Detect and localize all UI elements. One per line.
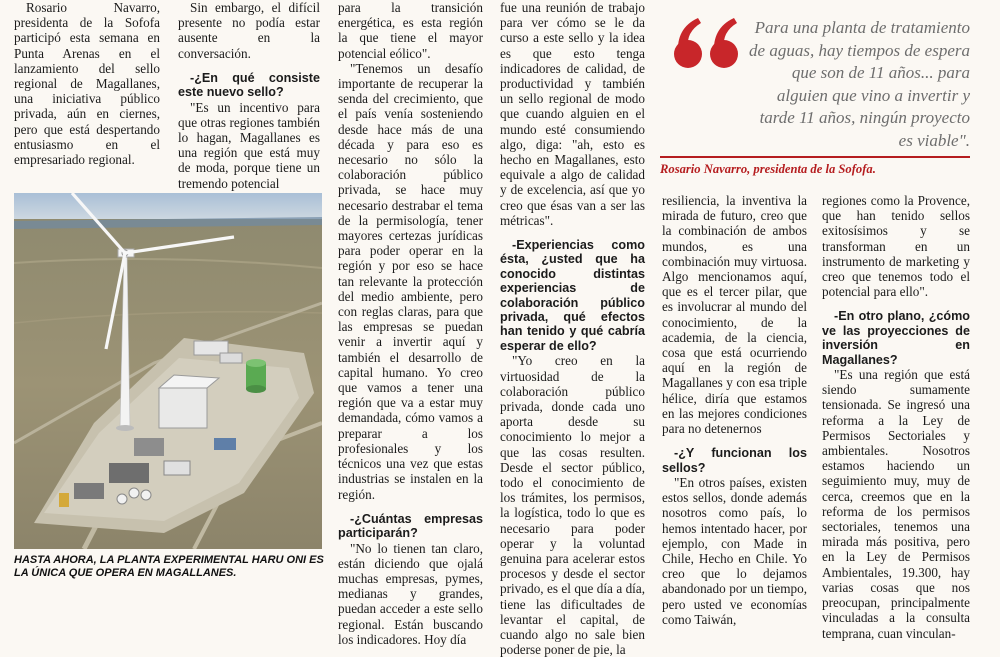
paragraph: "Yo creo en la virtuosidad de la colaboración público privada, donde cada uno aporta desde su conocimiento lo mejor a que las cosas resulten. Desde el sector público, todo el conocimiento de los trámites, los permisos, la logística, todo lo que es necesario para poder operar y la voluntad genuina para acelerar estos procesos y desde el sector privado, es el que día a día, tiene las dificultades de levantar el capital, de cuando algo no sale bien poderse poner de pie, la [500, 353, 645, 657]
column-6 [822, 193, 970, 641]
paragraph: Sin embargo, el difícil presente no podía estar ausente en la conversación. [178, 0, 320, 61]
paragraph: resiliencia, la inventiva la mirada de futuro, creo que la combinación de ambos mundos, es una combinación muy virtuosa. Algo mencionamos aquí, que es el tercer pilar, que es involucrar al mundo del conocimiento, de la academia, de la ciencia, cosa que está ocurriendo aquí en la región de Magallanes y con esa triple hélice, diría que estamos en las mejores condiciones para no detenernos [662, 193, 807, 437]
paragraph: para la transición energética, es esta región la que tiene el mayor potencial eólico". [338, 0, 483, 61]
column-5 [662, 193, 807, 627]
paragraph: regiones como la Provence, que han tenido sellos exitosísimos y se transforman en un instrumento de marketing y creo que tenemos todo el potencial para ello". [822, 193, 970, 300]
pull-quote-divider [660, 156, 970, 158]
wind-turbine-plant-photo [14, 193, 322, 549]
question: -¿Cuántas empresas participarán? [338, 511, 483, 541]
question: -¿En qué consiste este nuevo sello? [178, 70, 320, 100]
paragraph: "No lo tienen tan claro, están diciendo que ojalá muchas empresas, pymes, medianas y grandes, puedan acceder a este sello regional. Están buscando los indicadores. Hoy día [338, 540, 483, 647]
paragraph: fue una reunión de trabajo para ver cómo se le da curso a este sello y la idea es que esto tenga indicadores de calidad, de productividad y también un sello regional de modo que cuando alguien en el mundo esté consumiendo algo, diga: "ah, esto es hecho en Magallanes, esto equivale a algo de calidad y de excelencia, así que yo creo que ésas van a ser las métricas". [500, 0, 645, 228]
pull-quote: Para una planta de tratamiento de aguas, hay tiempos de espera que son de 11 años... para alguien que vino a invertir y tarde 11 años, ningún proyecto es viable". [749, 18, 970, 150]
intro-paragraph: Rosario Navarro, presidenta de la Sofofa participó esta semana en Punta Arenas en el lanzamiento del sello regional de Magallanes, una iniciativa público privada, aún en ciernes, pero que está despertando entusiasmo en el empresariado regional. [14, 0, 160, 168]
pull-quote-attribution: Rosario Navarro, presidenta de la Sofofa. [660, 162, 876, 176]
column-2 [178, 0, 320, 191]
photo-caption: HASTA AHORA, LA PLANTA EXPERIMENTAL HARU ONI ES LA ÚNICA QUE OPERA EN MAGALLANES. [14, 554, 324, 580]
question: -Experiencias como ésta, ¿usted que ha conocido distintas experiencias de colaboración público privada, qué efectos han tenido y qué cabría esperar de ello? [500, 238, 645, 353]
column-1 [14, 0, 160, 167]
paragraph: "Es un incentivo para que otras regiones también lo hagan, Magallanes es una región que está muy de moda, porque tiene un tremendo potencial [178, 99, 320, 191]
paragraph: "Es una región que está siendo sumamente tensionada. Se ingresó una reforma a la Ley de Permisos Sectoriales y ambientales. Nosotros estamos haciendo un seguimiento muy, muy de cerca, creemos que en la reforma de los permisos sectoriales, tenemos una mirada más positiva, pero en la Ley de Permisos Ambientales, 19.300, hay varias cosas que nos preocupan, principalmente vinculadas a la consulta temprana, cuan vinculan- [822, 367, 970, 641]
column-4 [500, 0, 645, 657]
question: -En otro plano, ¿cómo ve las proyecciones de inversión en Magallanes? [822, 309, 970, 367]
quotation-mark-icon [668, 8, 748, 98]
paragraph: "Tenemos un desafío importante de recuperar la senda del crecimiento, que el país venía sosteniendo desde hace más de una década y para eso es necesario no sólo la colaboración público privada, se hace muy necesario destrabar el tema de la permisología, tener mayores certezas jurídicas para poder operar en la región y por eso se hace tan relevante la protección del medio ambiente, pero con reglas claras, para que las empresas se puedan venir a invertir aquí y también el desarrollo de capital humano. Yo creo que vamos a tener una región que va a estar muy demandada, cómo vamos a preparar a los profesionales y los técnicos una vez que estas industrias se instalen en la región. [338, 60, 483, 502]
paragraph: "En otros países, existen estos sellos, donde además nosotros como país, lo hemos intentado hacer, por ejemplo, con Made in Chile, Hecho en Chile. Yo creo que lo dejamos abandonado por un tiempo, pero usted ve economías como Taiwán, [662, 475, 807, 627]
question: -¿Y funcionan los sellos? [662, 446, 807, 475]
column-3 [338, 0, 483, 647]
